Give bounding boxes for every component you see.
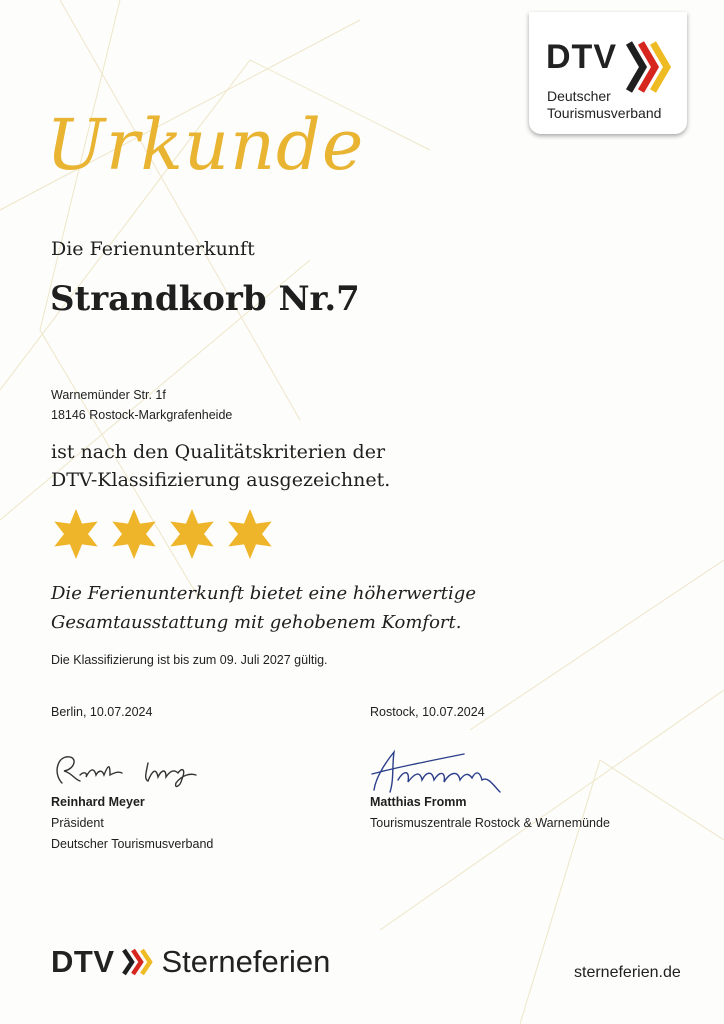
website-url: sterneferien.de bbox=[574, 964, 681, 981]
sterneferien-logo bbox=[51, 944, 330, 980]
signatory-organization: Deutscher Tourismusverband bbox=[51, 837, 214, 851]
logo-line2: Tourismusverband bbox=[547, 105, 662, 121]
star-icon bbox=[224, 508, 276, 560]
star-rating bbox=[50, 508, 276, 560]
signatory-role: Präsident bbox=[51, 816, 104, 830]
address bbox=[51, 385, 232, 425]
signature-matthias-fromm bbox=[364, 740, 514, 800]
certificate-title: Urkunde bbox=[46, 104, 365, 186]
statement-line2: DTV-Klassifizierung ausgezeichnet. bbox=[51, 469, 391, 491]
comfort-line1: Die Ferienunterkunft bietet eine höherwertige bbox=[51, 583, 476, 604]
classification-statement bbox=[51, 438, 390, 494]
place-date-left: Berlin, 10.07.2024 bbox=[51, 705, 153, 719]
chevron-icon bbox=[623, 39, 675, 95]
signatory-name: Matthias Fromm bbox=[370, 795, 467, 809]
statement-line1: ist nach den Qualitätskriterien der bbox=[51, 441, 386, 463]
footer-dtv-wordmark: DTV bbox=[51, 944, 115, 979]
star-icon bbox=[108, 508, 160, 560]
address-line1: Warnemünder Str. 1f bbox=[51, 388, 166, 402]
validity-note: Die Klassifizierung ist bis zum 09. Juli 2027 gültig. bbox=[51, 653, 328, 667]
comfort-line2: Gesamtausstattung mit gehobenem Komfort. bbox=[51, 612, 462, 633]
logo-wordmark: DTV bbox=[546, 38, 617, 76]
logo-subtitle bbox=[547, 88, 661, 122]
dtv-logo bbox=[529, 12, 687, 134]
signatory-organization: Tourismuszentrale Rostock & Warnemünde bbox=[370, 816, 610, 830]
property-name: Strandkorb Nr.7 bbox=[50, 279, 360, 319]
star-icon bbox=[166, 508, 218, 560]
signatory-right bbox=[370, 792, 610, 834]
signatory-name: Reinhard Meyer bbox=[51, 795, 145, 809]
signatory-left bbox=[51, 792, 213, 855]
chevron-icon bbox=[121, 947, 157, 977]
footer-brand-name: Sterneferien bbox=[161, 944, 331, 979]
address-line2: 18146 Rostock-Markgrafenheide bbox=[51, 408, 233, 422]
place-date-right: Rostock, 10.07.2024 bbox=[370, 705, 485, 719]
property-type-label: Die Ferienunterkunft bbox=[51, 238, 255, 260]
comfort-description bbox=[51, 579, 476, 637]
star-icon bbox=[50, 508, 102, 560]
logo-line1: Deutscher bbox=[547, 88, 611, 104]
signature-reinhard-meyer bbox=[48, 745, 208, 793]
